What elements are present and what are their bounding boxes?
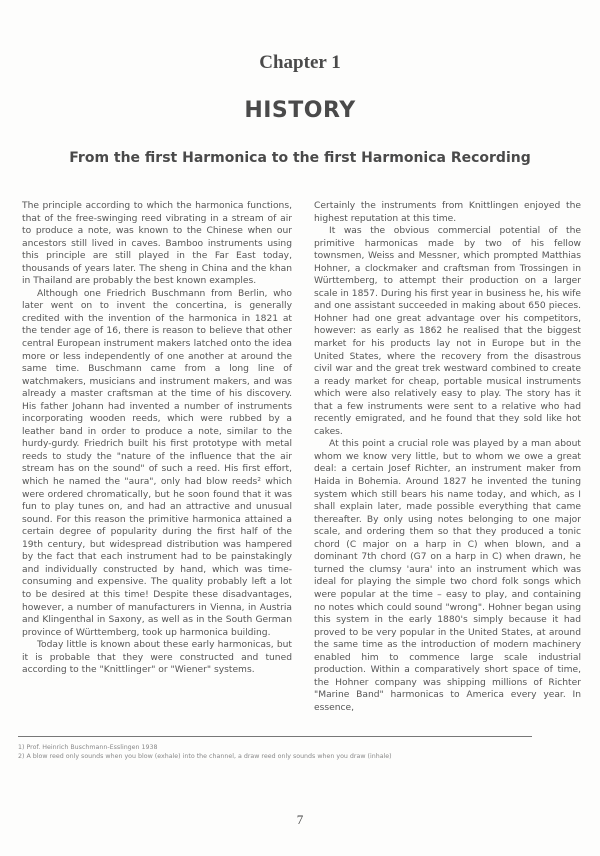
left-column: [22, 200, 292, 677]
paragraph: Although one Friedrich Buschmann from Berlin, who later went on to invent the concertina, is generally credited with the invention of the harmonica in 1821 at the tender age of 16, there is reason to believe that other central European instrument makers latched onto the idea more or less independently of one another at around the same time. Buschmann came from a long line of watchmakers, musicians and instrument makers, and was already a master craftsman at the time of his discovery. His father Johann had invented a number of instruments incorporating wooden reeds, which were rubbed by a leather band in order to produce a note, similar to the hurdy-gurdy. Friedrich built his first prototype with metal reeds to study the "nature of the influence that the air stream has on the sound" of such a reed. His first effort, which he named the "aura", only had blow reeds² which were ordered chromatically, but he soon found that it was fun to play tunes on, and had an attractive and unusual sound. For this reason the primitive harmonica attained a certain degree of popularity during the first half of the 19th century, but widespread distribution was hampered by the fact that each instrument had to be painstakingly and individually constructed by hand, which was time-consuming and expensive. The quality probably left a lot to be desired at this time! Despite these disadvantages, however, a number of manufacturers in Vienna, in Austria and Klingenthal in Saxony, as well as in the South German province of Württemberg, took up harmonica building.: [22, 288, 292, 638]
footnotes: [18, 743, 558, 761]
chapter-title: HISTORY: [244, 98, 356, 123]
paragraph: The principle according to which the harmonica functions, that of the free-swinging reed vibrating in a stream of air to produce a note, was known to the Chinese when our ancestors still lived in caves. Bamboo instruments using this principle are still played in the Far East today, thousands of years later. The sheng in China and the khan in Thailand are probably the best known examples.: [22, 201, 292, 287]
footnote-divider: [18, 736, 532, 737]
paragraph: At this point a crucial role was played by a man about whom we know very little, but to whom we owe a great deal: a certain Josef Richter, an instrument maker from Haida in Bohemia. Around 1827 he invented the tuning system which still bears his name today, and which, as I shall explain later, made possible everything that came thereafter. By only using notes belonging to one major scale, and ordering them so that they produced a tonic chord (C major on a harp in C) when blown, and a dominant 7th chord (G7 on a harp in C) when drawn, he turned the clumsy 'aura' into an instrument which was ideal for playing the simple two chord folk songs which were popular at the time – easy to play, and containing no notes which could sound "wrong". Hohner began using this system in the early 1880's simply because it had proved to be very popular in the United States, at around the same time as the introduction of modern machinery enabled him to commence large scale industrial production. Within a comparatively short space of time, the Hohner company was shipping millions of Richter "Marine Band" harmonicas to America every year. In essence,: [314, 439, 581, 713]
page-number: 7: [296, 812, 304, 827]
chapter-heading: Chapter 1: [259, 52, 341, 73]
section-subtitle: From the first Harmonica to the first Harmonica Recording: [69, 150, 531, 166]
paragraph: Today little is known about these early harmonicas, but it is probable that they were constructed and tuned according to the "Knittlinger" or "Wiener" systems.: [22, 640, 292, 676]
right-column: [314, 200, 581, 714]
footnote: 2) A blow reed only sounds when you blow (exhale) into the channel, a draw reed only sounds when you draw (inhale): [18, 753, 392, 760]
paragraph: It was the obvious commercial potential of the primitive harmonicas made by two of his fellow townsmen, Weiss and Messner, which prompted Matthias Hohner, a clockmaker and craftsman from Trossingen in Württemberg, to attempt their production on a larger scale in 1857. During his first year in business he, his wife and one assistant succeeded in making about 650 pieces. Hohner had one great advantage over his competitors, however: as early as 1862 he realised that the biggest market for his products lay not in Europe but in the United States, where the recovery from the disastrous civil war and the great trek westward combined to create a ready market for cheap, portable musical instruments which were also relatively easy to play. The story has it that a few instruments were sent to a relative who had recently emigrated, and he found that they sold like hot cakes.: [314, 226, 581, 437]
footnote: 1) Prof. Heinrich Buschmann-Esslingen 1938: [18, 744, 158, 751]
paragraph: Certainly the instruments from Knittlingen enjoyed the highest reputation at this time.: [314, 201, 581, 224]
